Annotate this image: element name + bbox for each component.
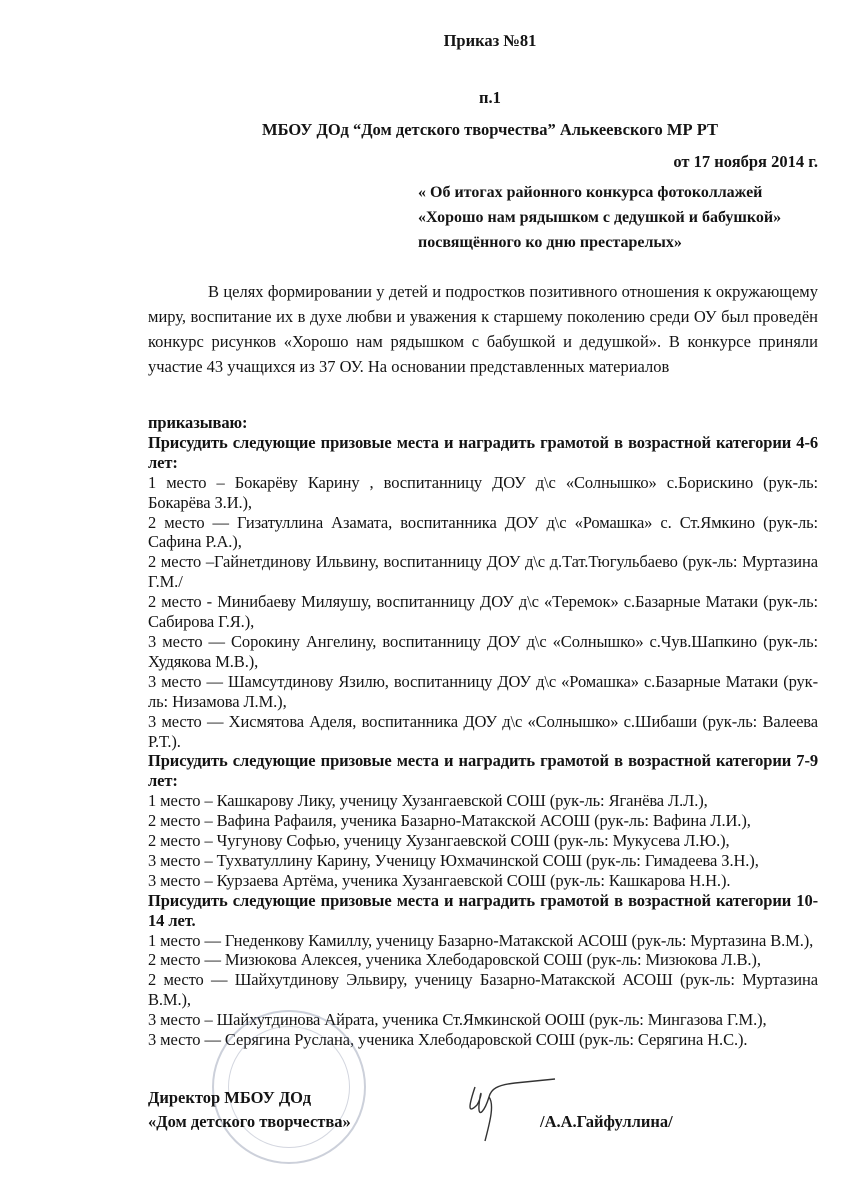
award-item: 1 место – Кашкарову Лику, ученицу Хузангаевской СОШ (рук-ль: Яганёва Л.Л.), <box>148 791 708 811</box>
signatory-position <box>148 1086 351 1134</box>
award-item: 2 место – Вафина Рафаиля, ученика Базарно-Матакской АСОШ (рук-ль: Вафина Л.И.), <box>148 811 751 831</box>
signatory-name: /А.А.Гайфуллина/ <box>540 1112 673 1131</box>
order-title: Приказ №81 <box>443 31 537 50</box>
category-4-6 <box>148 433 818 752</box>
award-item: 2 место –Гайнетдинову Ильвину, воспитанницу ДОУ д\с д.Тат.Тюгульбаево (рук-ль: Муртазина Г.М./ <box>148 552 818 592</box>
category-heading: Присудить следующие призовые места и наградить грамотой в возрастной категории 4-6 лет: <box>148 432 818 472</box>
award-item: 3 место – Курзаева Артёма, ученика Хузангаевской СОШ (рук-ль: Кашкарова Н.Н.). <box>148 870 731 890</box>
award-item: 2 место — Мизюкова Алексея, ученика Хлебодаровской СОШ (рук-ль: Мизюкова Л.В.), <box>148 950 761 970</box>
award-item: 1 место — Гнеденкову Камиллу, ученицу Базарно-Матакской АСОШ (рук-ль: Муртазина В.М.), <box>148 930 814 950</box>
award-item: 2 место — Гизатуллина Азамата, воспитанника ДОУ д\с «Ромашка» с. Ст.Ямкино (рук-ль: Сафина Р.А.), <box>148 512 818 552</box>
award-item: 3 место — Хисмятова Аделя, воспитанника ДОУ д\с «Солнышко» с.Шибаши (рук-ль: Валеева Р.Т.). <box>148 711 818 751</box>
order-subject <box>418 180 818 255</box>
award-item: 2 место - Минибаеву Миляушу, воспитанницу ДОУ д\с «Теремок» с.Базарные Матаки (рук-ль: Сабирова Г.Я.), <box>148 592 818 632</box>
order-date: от 17 ноября 2014 г. <box>673 152 818 171</box>
orders-section <box>148 413 818 1050</box>
position-line: «Дом детского творчества» <box>148 1112 351 1131</box>
order-word: приказываю: <box>148 413 248 432</box>
intro-paragraph: В целях формировании у детей и подростков позитивного отношения к окружающему миру, воспитание их в духе любви и уважения к старшему поколению среди ОУ был проведён конкурс рисунков «Хорошо нам рядышком с бабушкой и дедушкой». В конкурсе приняли участие 43 учащихся из 37 ОУ. На основании представленных материалов <box>148 282 818 376</box>
award-item: 3 место – Шайхутдинова Айрата, ученика Ст.Ямкинской ООШ (рук-ль: Мингазова Г.М.), <box>148 1010 767 1030</box>
award-item: 2 место – Чугунову Софью, ученицу Хузангаевской СОШ (рук-ль: Мукусева Л.Ю.), <box>148 831 730 851</box>
award-item: 3 место — Серягина Руслана, ученика Хлебодаровской СОШ (рук-ль: Серягина Н.С.). <box>148 1030 748 1050</box>
organization-name: МБОУ ДОд “Дом детского творчества” Алькеевского МР РТ <box>262 120 718 139</box>
category-heading: Присудить следующие призовые места и наградить грамотой в возрастной категории 10-14 лет. <box>148 890 818 930</box>
intro-section <box>148 279 818 379</box>
award-item: 1 место – Бокарёву Карину , воспитанницу ДОУ д\с «Солнышко» с.Борискино (рук-ль: Бокарёва З.И.), <box>148 472 818 512</box>
award-item: 2 место — Шайхутдинову Эльвиру, ученицу Базарно-Матакской АСОШ (рук-ль: Муртазина В.М.), <box>148 970 818 1010</box>
subject-line: «Хорошо нам рядышком с дедушкой и бабушкой» <box>418 209 782 226</box>
subject-line: посвящённого ко дню престарелых» <box>418 234 682 251</box>
category-heading: Присудить следующие призовые места и наградить грамотой в возрастной категории 7-9 лет: <box>148 751 818 791</box>
position-line: Директор МБОУ ДОд <box>148 1088 312 1107</box>
order-clause: п.1 <box>479 88 501 107</box>
category-7-9 <box>148 751 818 890</box>
award-item: 3 место — Сорокину Ангелину, воспитанницу ДОУ д\с «Солнышко» с.Чув.Шапкино (рук-ль: Худякова М.В.), <box>148 631 818 671</box>
subject-line: « Об итогах районного конкурса фотоколлажей <box>418 184 763 201</box>
award-item: 3 место — Шамсутдинову Язилю, воспитанницу ДОУ д\с «Ромашка» с.Базарные Матаки (рук-ль: Низамова Л.М.), <box>148 671 818 711</box>
award-item: 3 место – Тухватуллину Карину, Ученицу Юхмачинской СОШ (рук-ль: Гимадеева З.Н.), <box>148 850 759 870</box>
